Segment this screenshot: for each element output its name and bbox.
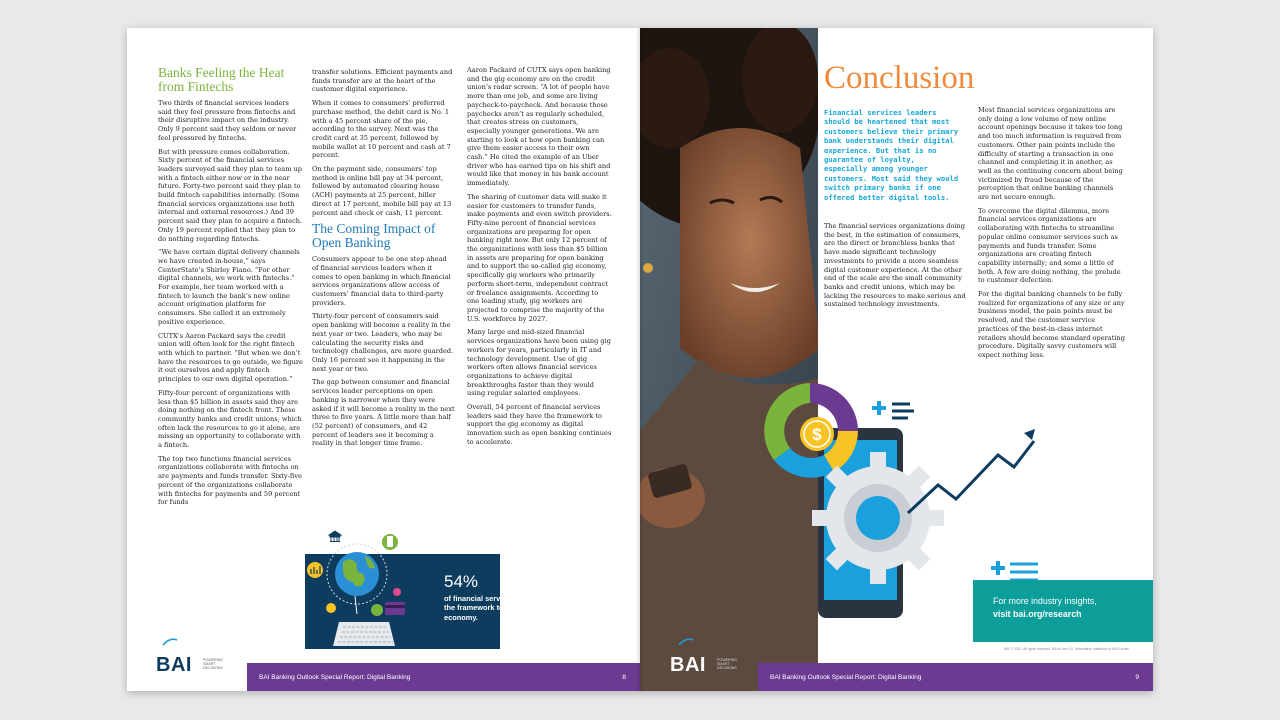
bai-logo-text: BAI (670, 654, 706, 676)
paragraph: Two thirds of financial services leaders said they feel pressure from fintechs and their disruptive impact on the industry. Only 9 percent said they seldom or never feel pressured by fintechs. (158, 99, 297, 142)
page-number: 9 (1135, 673, 1139, 681)
paragraph: To overcome the digital dilemma, more financial services organizations are collaborating with fintechs to streamline popular online consumer services such as payments and funds transfer. Some organizations are creating fintech capability internally; and some a little of both. A few are doing nothing, the prelude to customer defection. (978, 206, 1121, 285)
page-title: Conclusion (824, 60, 975, 96)
paragraph: The top two functions financial services organizations collaborate with fintechs on are payments and funds transfer. Sixty-five percent of the organizations collaborate with fintechs for payments and 59 percent for funds (158, 454, 302, 507)
page-number: 8 (622, 673, 626, 681)
paragraph: When it comes to consumers’ preferred purchase method, the debit card is No. 1 with a 45 percent share of the pie, according to the survey. Next was the credit card at 35 percent, followed by mobile wallet at 10 percent and cash at 7 percent. (312, 99, 451, 160)
right-column-2 (978, 106, 1126, 365)
heading-open-banking: The Coming Impact of Open Banking (312, 221, 436, 251)
stat-text: of financial service leaders say they have the framework to support the growing gig economy. (444, 594, 591, 622)
magazine-spread (127, 28, 1153, 691)
footer-title: BAI Banking Outlook Special Report: Digital Banking (770, 673, 922, 681)
footer-bar-right (758, 663, 1153, 691)
left-page (127, 28, 640, 691)
paragraph: Most financial services organizations are only doing a low volume of new online account openings because it takes too long and too much information is required from customers. Other pain points include the difficulty of starting a transaction in one channel and completing it in another, as well as the continuing concern about being victimized by fraud because of the perception that online banking channels are not secure enough. (978, 106, 1123, 202)
paragraph: The gap between consumer and financial services leader perceptions on open banking is narrower when they were asked if it will become a reality in the next three to five years. A little more than half (52 percent) of consumers, and 42 percent of leaders see it becoming a reality in that longer time frame. (312, 378, 455, 448)
paragraph: But with pressure comes collaboration. Sixty percent of the financial services leaders surveyed said they plan to team up with a fintech either now or in the near future. Forty-two percent said they plan to build fintech capabilities internally. (Some financial services organizations use both internal and external resources.) And 39 percent said they plan to acquire a fintech. Only 19 percent replied that they plan to do nothing regarding fintechs. (158, 147, 303, 243)
paragraph: The financial services organizations doing the best, in the estimation of consumers, are the direct or branchless banks that have made significant technology investments to provide a more seamless digital customer experience. At the other end of the scale are the small community banks and credit unions, which may be lacking the resources to make serious and sustained technology investments. (824, 222, 966, 309)
footer-bar-left (247, 663, 640, 691)
paragraph: Consumers appear to be one step ahead of financial services leaders when it comes to open banking in which financial services organizations allow access of customers’ financial data to third-party providers. (312, 255, 451, 307)
paragraph: Aaron Packard of CUTX says open banking and the gig economy are on the credit union’s radar screen. “A lot of people have more than one job, and some are living paycheck-to-paycheck. And because those paychecks aren’t as regularly scheduled, that creates stress on customers, especially younger generations. We are starting to look at how open banking can give them easier access to their own cash.” He cited the example of an Uber driver who has earned tips on his shift and would like that money in his bank account immediately. (467, 66, 611, 188)
paragraph: The sharing of customer data will make it easier for customers to transfer funds, make payments and even switch providers. Fifty-nine percent of financial services organizations are preparing for open banking right now. But only 12 percent of the organizations with less than $5 billion in assets are preparing for open banking and to support the so-called gig economy, specifically gig workers who primarily perform short-term, independent contract or freelance assignments. According to one leading study, gig workers are projected to comprise the majority of the U.S. workforce by 2027. (467, 192, 612, 323)
bai-logo-text: BAI (156, 654, 192, 676)
paragraph: transfer solutions. Efficient payments and funds transfer are at the heart of the customer digital experience. (312, 68, 453, 94)
phone-icon (382, 534, 398, 550)
paragraph: Thirty-four percent of consumers said open banking will become a reality in the next year or two. Leaders, who may be calculating the security risks and technology challenges, are more guarded. Only 16 percent see it happening in the next year or two. (312, 312, 454, 373)
globe-icon (335, 552, 379, 596)
keyboard-icon (333, 622, 395, 646)
spine-gutter (636, 28, 644, 691)
insight-line: For more industry insights, (993, 596, 1097, 606)
gig-economy-illustration (295, 526, 435, 651)
stat-value: 54% (444, 572, 479, 591)
paragraph: Overall, 54 percent of financial services leaders said they have the framework to support the gig economy as digital innovation such as open banking continues to accelerate. (467, 403, 612, 446)
bai-tagline: POWERING SMART DECISIONS (203, 658, 223, 671)
copyright-text: BAI © 2020. All rights reserved. BAI is the U.S. Information Institution of BAI Center. (1004, 647, 1130, 651)
plus-icon (872, 401, 914, 418)
paragraph: For the digital banking channels to be fully realized for organizations of any size or any business model, the pain points must be resolved, and the customer service practices of the best-in-class internet retailers should become standard operating procedure. Digitally savvy customers will expect nothing less. (978, 290, 1125, 359)
research-link[interactable]: visit bai.org/research (993, 609, 1082, 619)
bai-tagline: POWERING SMART DECISIONS (717, 658, 737, 671)
paragraph: Many large and mid-sized financial services organizations have been using gig workers for years, particularly in IT and technology development. Use of gig workers often allows financial services organizations to achieve digital breakthroughs faster than they would using regular salaried employees. (467, 328, 611, 398)
logo-swoosh-icon (678, 638, 694, 646)
footer-title: BAI Banking Outlook Special Report: Digital Banking (259, 673, 411, 681)
paragraph: CUTX’s Aaron Packard says the credit union will often look for the right fintech with which to partner. “But when we don’t have the resources to go outside, we figure it out ourselves and apply fintech principles to our own digital operation.” (158, 331, 303, 384)
lead-paragraph: Financial services leaders should be heartened that most customers believe their primary bank understands their digital experience. But that is no guarantee of loyalty, especially among younger customers. Most said they would switch primary banks if one offered better digital tools. (824, 108, 959, 202)
bank-icon (326, 527, 344, 545)
right-page (640, 28, 1153, 691)
insights-box (973, 580, 1153, 642)
trend-arrow-icon (908, 429, 1035, 513)
credit-card-icon (385, 602, 405, 615)
dollar-coin-icon (800, 417, 834, 451)
logo-swoosh-icon (162, 638, 178, 646)
left-column-3 (467, 66, 612, 452)
left-column-2 (312, 68, 455, 453)
paragraph: “We have certain digital delivery channels we have created in-house,” says CenterState’s Shirley Fiano. “For other digital channels, we work with fintechs.” For example, her team worked with a fintech to launch the bank’s new online account origination platform for consumers. She called it an extremely positive experience. (158, 248, 300, 326)
stat-callout (305, 554, 591, 649)
gear-icon (812, 452, 944, 584)
heading-fintechs: Banks Feeling the Heat from Fintechs (158, 65, 285, 94)
paragraph: Fifty-four percent of organizations with less than $5 billion in assets said they are doing nothing on the fintech front. These community banks and credit unions, which often lack the resources to go it alone, are missing an opportunity to collaborate with a fintech. (158, 388, 302, 450)
plus-icon (991, 561, 1038, 580)
paragraph: On the payment side, consumers’ top method is online bill pay at 34 percent, followed by automated clearing house (ACH) payments at 25 percent, biller direct at 17 percent, mobile bill pay at 13 percent and check or cash, 11 percent. (312, 165, 452, 217)
svg-text:$: $ (812, 425, 822, 444)
left-column-1 (158, 66, 303, 512)
right-column-1 (824, 222, 969, 314)
